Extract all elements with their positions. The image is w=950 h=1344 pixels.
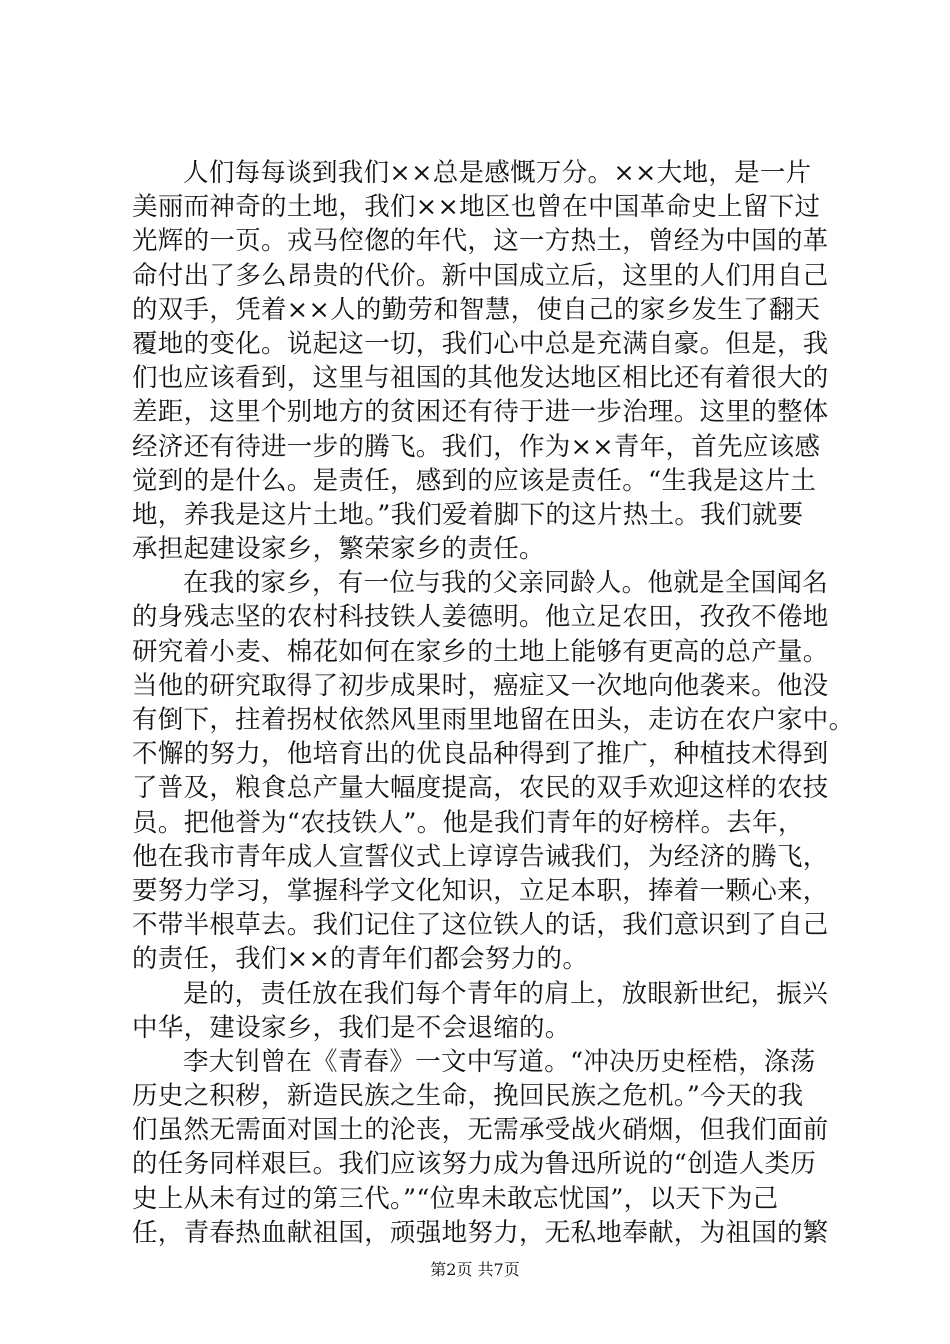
text-line: 当他的研究取得了初步成果时，癌症又一次地向他袭来。他没 xyxy=(132,670,829,701)
text-line: 有倒下，拄着拐杖依然风里雨里地留在田头，走访在农户家中。 xyxy=(132,705,855,735)
text-line: 要努力学习，掌握科学文化知识，立足本职，捧着一颗心来， xyxy=(132,875,829,906)
text-line: 的任务同样艰巨。我们应该努力成为鲁迅所说的“创造人类历 xyxy=(132,1149,817,1180)
text-line: 在我的家乡，有一位与我的父亲同龄人。他就是全国闻名 xyxy=(183,568,829,599)
text-line: 们虽然无需面对国土的沦丧，无需承受战火硝烟，但我们面前 xyxy=(132,1115,829,1146)
text-line: 员。把他誉为“农技铁人”。他是我们青年的好榜样。去年， xyxy=(132,807,804,838)
paragraph-2 xyxy=(132,566,855,976)
text-line: 是的，责任放在我们每个青年的肩上，放眼新世纪，振兴 xyxy=(183,978,829,1009)
text-line: 的责任，我们××的青年们都会努力的。 xyxy=(132,944,589,975)
text-line: 美丽而神奇的土地，我们××地区也曾在中国革命史上留下过 xyxy=(132,192,821,223)
text-line: 历史之积秽，新造民族之生命，挽回民族之危机。”今天的我 xyxy=(132,1081,804,1112)
text-line: 不懈的努力，他培育出的优良品种得到了推广，种植技术得到 xyxy=(132,739,829,770)
text-line: 中华，建设家乡，我们是不会退缩的。 xyxy=(132,1012,571,1043)
text-line: 他在我市青年成人宣誓仪式上谆谆告诫我们，为经济的腾飞， xyxy=(132,841,829,872)
text-line: 人们每每谈到我们××总是感慨万分。××大地，是一片 xyxy=(183,158,812,188)
paragraph-1 xyxy=(132,156,829,566)
page-number-footer: 第2页 共7页 xyxy=(430,1260,520,1279)
text-line: 了普及，粮食总产量大幅度提高，农民的双手欢迎这样的农技 xyxy=(132,773,829,804)
text-line: 差距，这里个别地方的贫困还有待于进一步治理。这里的整体 xyxy=(132,397,829,428)
text-line: 研究着小麦、棉花如何在家乡的土地上能够有更高的总产量。 xyxy=(132,636,829,667)
text-line: 地，养我是这片土地。”我们爱着脚下的这片热土。我们就要 xyxy=(132,499,804,530)
text-line: 史上从未有过的第三代。”“位卑未敢忘忧国”，以天下为己 xyxy=(132,1183,779,1214)
text-line: 李大钊曾在《青春》一文中写道。“冲决历史桎梏，涤荡 xyxy=(183,1046,816,1077)
document-body xyxy=(132,156,855,1250)
text-line: 承担起建设家乡，繁荣家乡的责任。 xyxy=(132,534,545,565)
text-line: 覆地的变化。说起这一切，我们心中总是充满自豪。但是，我 xyxy=(132,328,829,359)
text-line: 命付出了多么昂贵的代价。新中国成立后，这里的人们用自己 xyxy=(132,260,829,291)
text-line: 的身残志坚的农村科技铁人姜德明。他立足农田，孜孜不倦地 xyxy=(132,602,829,633)
text-line: 觉到的是什么。是责任，感到的应该是责任。“生我是这片土 xyxy=(132,465,817,496)
paragraph-3 xyxy=(132,977,829,1045)
text-line: 光辉的一页。戎马倥偬的年代，这一方热土，曾经为中国的革 xyxy=(132,226,829,257)
paragraph-4 xyxy=(132,1045,829,1250)
text-line: 不带半根草去。我们记住了这位铁人的话，我们意识到了自己 xyxy=(132,910,829,941)
text-line: 任，青春热血献祖国，顽强地努力，无私地奉献，为祖国的繁 xyxy=(132,1217,829,1248)
text-line: 经济还有待进一步的腾飞。我们，作为××青年，首先应该感 xyxy=(132,431,821,462)
text-line: 们也应该看到，这里与祖国的其他发达地区相比还有着很大的 xyxy=(132,363,829,394)
text-line: 的双手，凭着××人的勤劳和智慧，使自己的家乡发生了翻天 xyxy=(132,294,821,325)
